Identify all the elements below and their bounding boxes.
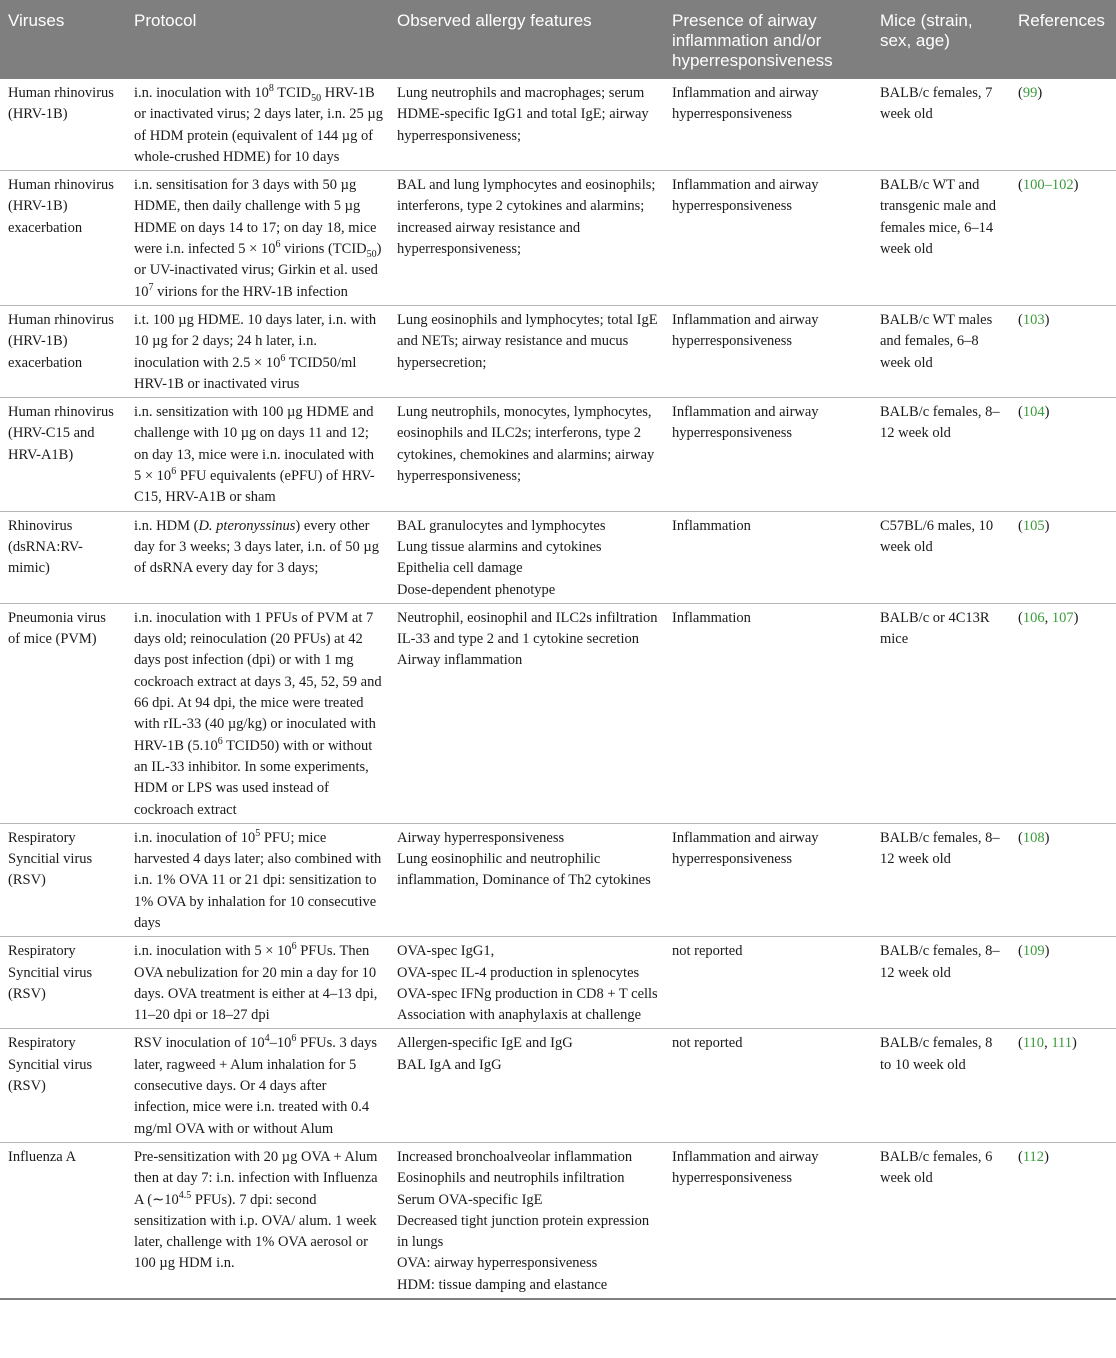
mice-cell: BALB/c females, 6 week old xyxy=(872,1142,1010,1299)
features-cell: BAL granulocytes and lymphocytes Lung tissue alarmins and cytokines Epithelia cell damage Dose-dependent phenotype xyxy=(389,511,664,603)
inflammation-cell: Inflammation and airway hyperresponsiveness xyxy=(664,823,872,936)
features-cell: OVA-spec IgG1, OVA-spec IL-4 production in splenocytes OVA-spec IFNg production in CD8 + T cells Association with anaphylaxis at challenge xyxy=(389,937,664,1029)
table-row xyxy=(0,511,1116,603)
mice-cell: BALB/c females, 7 week old xyxy=(872,79,1010,171)
references-cell: (99) xyxy=(1010,79,1116,171)
protocol-cell: RSV inoculation of $10^4-10^6$ PFUs. 3 days later, ragweed + Alum inhalation for 5 consecutive days. Or 4 days after infection, mice were i.n. treated with 0.4 mg/ml OVA with or without Alum xyxy=(126,1029,389,1142)
inflammation-cell: Inflammation and airway hyperresponsiveness xyxy=(664,1142,872,1299)
mice-cell: C57BL/6 males, 10 week old xyxy=(872,511,1010,603)
features-cell: Lung eosinophils and lymphocytes; total IgE and NETs; airway resistance and mucus hypersecretion; xyxy=(389,305,664,397)
inflammation-cell: not reported xyxy=(664,937,872,1029)
virus-cell: Rhinovirus (dsRNA:RV-mimic) xyxy=(0,511,126,603)
references-cell: (105) xyxy=(1010,511,1116,603)
virus-cell: Respiratory Syncitial virus (RSV) xyxy=(0,823,126,936)
references-cell: (104) xyxy=(1010,398,1116,511)
reference-link[interactable]: 100–102 xyxy=(1022,177,1074,194)
reference-link[interactable]: 107 xyxy=(1051,609,1074,626)
protocol-cell: i.n. inoculation with 1 PFUs of PVM at 7 days old; reinoculation (20 PFUs) at 42 days post infection (dpi) or with 1 mg cockroach extract at days 3, 45, 52, 59 and 66 dpi. At 94 dpi, the mice were treated with rIL-33 (40 µg/kg) or inoculated with HRV-1B (5.10$^6$ TCID50) with or without an IL-33 inhibitor. In some experiments, HDM or LPS was used instead of cockroach extract xyxy=(126,603,389,823)
reference-link[interactable]: 110 xyxy=(1022,1035,1045,1052)
table-row xyxy=(0,823,1116,936)
reference-link[interactable]: 103 xyxy=(1022,311,1045,328)
reference-link[interactable]: 109 xyxy=(1022,943,1045,960)
inflammation-cell: not reported xyxy=(664,1029,872,1142)
inflammation-cell: Inflammation xyxy=(664,603,872,823)
virus-cell: Human rhinovirus (HRV-C15 and HRV-A1B) xyxy=(0,398,126,511)
table-row xyxy=(0,305,1116,397)
virus-cell: Pneumonia virus of mice (PVM) xyxy=(0,603,126,823)
reference-link[interactable]: 104 xyxy=(1022,404,1045,421)
reference-link[interactable]: 99 xyxy=(1022,85,1038,101)
protocol-cell: i.n. inoculation with $5 \times 10^6$ PFUs. Then OVA nebulization for 20 min a day for 10 days. OVA treatment is either at 4–13 dpi, 11–20 dpi or 18–27 dpi xyxy=(126,937,389,1029)
protocol-cell: i.n. sensitization with 100 µg HDME and challenge with 10 µg on days 11 and 12; on day 13, mice were i.n. inoculated with $5 \times 10^6$ PFU equivalents (ePFU) of HRV-C15, HRV-A1B or sham xyxy=(126,398,389,511)
mice-cell: BALB/c females, 8–12 week old xyxy=(872,937,1010,1029)
protocol-cell: Pre-sensitization with 20 µg OVA + Alum then at day 7: i.n. infection with Influenza A ($\sim 10^{4.5}$ PFUs). 7 dpi: second sensitization with i.p. OVA/ alum. 1 week later, challenge with 1% OVA aerosol or 100 µg HDM i.n. xyxy=(126,1142,389,1299)
header-row xyxy=(0,0,1116,79)
protocol-cell: i.n. sensitisation for 3 days with 50 µg HDME, then daily challenge with 5 µg HDME on days 14 to 17; on day 18, mice were i.n. infected $5 \times 10^6$ virions $(TCID_{50})$ or UV-inactivated virus; Girkin et al. used $10^7$ virions for the HRV-1B infection xyxy=(126,171,389,306)
mice-cell: BALB/c females, 8 to 10 week old xyxy=(872,1029,1010,1142)
features-cell: Lung neutrophils and macrophages; serum HDME-specific IgG1 and total IgE; airway hyperresponsiveness; xyxy=(389,79,664,171)
reference-link[interactable]: 111 xyxy=(1051,1035,1072,1052)
header-mice: Mice (strain, sex, age) xyxy=(872,0,1010,79)
reference-link[interactable]: 112 xyxy=(1022,1148,1045,1165)
header-references: References xyxy=(1010,0,1116,79)
inflammation-cell: Inflammation and airway hyperresponsiveness xyxy=(664,398,872,511)
references-cell: (100–102) xyxy=(1010,171,1116,306)
table-row xyxy=(0,79,1116,171)
protocol-cell: i.n. inoculation with $10^8$ $TCID_{50}$ HRV-1B or inactivated virus; 2 days later, i.n. 25 µg of HDM protein (equivalent of 144 µg of whole-crushed HDME) for 10 days xyxy=(126,79,389,171)
inflammation-cell: Inflammation and airway hyperresponsiveness xyxy=(664,79,872,171)
protocol-cell: i.t. 100 µg HDME. 10 days later, i.n. with 10 µg for 2 days; 24 h later, i.n. inoculation with $2.5 \times 10^6$ TCID50/ml HRV-1B or inactivated virus xyxy=(126,305,389,397)
references-cell: (106, 107) xyxy=(1010,603,1116,823)
reference-link[interactable]: 105 xyxy=(1022,517,1045,534)
references-cell: (103) xyxy=(1010,305,1116,397)
mice-cell: BALB/c females, 8–12 week old xyxy=(872,398,1010,511)
features-cell: BAL and lung lymphocytes and eosinophils; interferons, type 2 cytokines and alarmins; increased airway resistance and hyperresponsiveness; xyxy=(389,171,664,306)
virus-cell: Respiratory Syncitial virus (RSV) xyxy=(0,1029,126,1142)
table-row xyxy=(0,398,1116,511)
protocol-cell: i.n. inoculation of $10^5$ PFU; mice harvested 4 days later; also combined with i.n. 1% OVA 11 or 21 dpi: sensitization to 1% OVA by inhalation for 10 consecutive days xyxy=(126,823,389,936)
protocol-cell: i.n. HDM (D. pteronyssinus) every other day for 3 weeks; 3 days later, i.n. of 50 µg of dsRNA every day for 3 days; xyxy=(126,511,389,603)
references-cell: (108) xyxy=(1010,823,1116,936)
features-cell: Allergen-specific IgE and IgG BAL IgA and IgG xyxy=(389,1029,664,1142)
table-row xyxy=(0,1029,1116,1142)
reference-link[interactable]: 108 xyxy=(1022,829,1045,846)
virus-cell: Influenza A xyxy=(0,1142,126,1299)
references-cell: (112) xyxy=(1010,1142,1116,1299)
table-row xyxy=(0,937,1116,1029)
references-cell: (109) xyxy=(1010,937,1116,1029)
header-features: Observed allergy features xyxy=(389,0,664,79)
header-inflammation: Presence of airway inflammation and/or hyperresponsiveness xyxy=(664,0,872,79)
table-row xyxy=(0,1142,1116,1299)
mice-cell: BALB/c or 4C13R mice xyxy=(872,603,1010,823)
reference-link[interactable]: 106 xyxy=(1022,609,1045,626)
table-row xyxy=(0,603,1116,823)
virus-cell: Human rhinovirus (HRV-1B) exacerbation xyxy=(0,305,126,397)
mice-cell: BALB/c WT males and females, 6–8 week old xyxy=(872,305,1010,397)
mice-cell: BALB/c females, 8–12 week old xyxy=(872,823,1010,936)
virus-cell: Human rhinovirus (HRV-1B) xyxy=(0,79,126,171)
inflammation-cell: Inflammation and airway hyperresponsiveness xyxy=(664,171,872,306)
inflammation-cell: Inflammation xyxy=(664,511,872,603)
header-viruses: Viruses xyxy=(0,0,126,79)
inflammation-cell: Inflammation and airway hyperresponsiveness xyxy=(664,305,872,397)
virus-cell: Human rhinovirus (HRV-1B) exacerbation xyxy=(0,171,126,306)
features-cell: Airway hyperresponsiveness Lung eosinophilic and neutrophilic inflammation, Dominance of Th2 cytokines xyxy=(389,823,664,936)
virus-cell: Respiratory Syncitial virus (RSV) xyxy=(0,937,126,1029)
features-cell: Increased bronchoalveolar inflammation Eosinophils and neutrophils infiltration Serum OVA-specific IgE Decreased tight junction protein expression in lungs OVA: airway hyperresponsiveness HDM: tissue damping and elastance xyxy=(389,1142,664,1299)
mice-cell: BALB/c WT and transgenic male and females mice, 6–14 week old xyxy=(872,171,1010,306)
header-protocol: Protocol xyxy=(126,0,389,79)
table-row xyxy=(0,171,1116,306)
references-cell: (110, 111) xyxy=(1010,1029,1116,1142)
features-cell: Neutrophil, eosinophil and ILC2s infiltration IL-33 and type 2 and 1 cytokine secretion Airway inflammation xyxy=(389,603,664,823)
features-cell: Lung neutrophils, monocytes, lymphocytes, eosinophils and ILC2s; interferons, type 2 cytokines, chemokines and alarmins; airway hyperresponsiveness; xyxy=(389,398,664,511)
